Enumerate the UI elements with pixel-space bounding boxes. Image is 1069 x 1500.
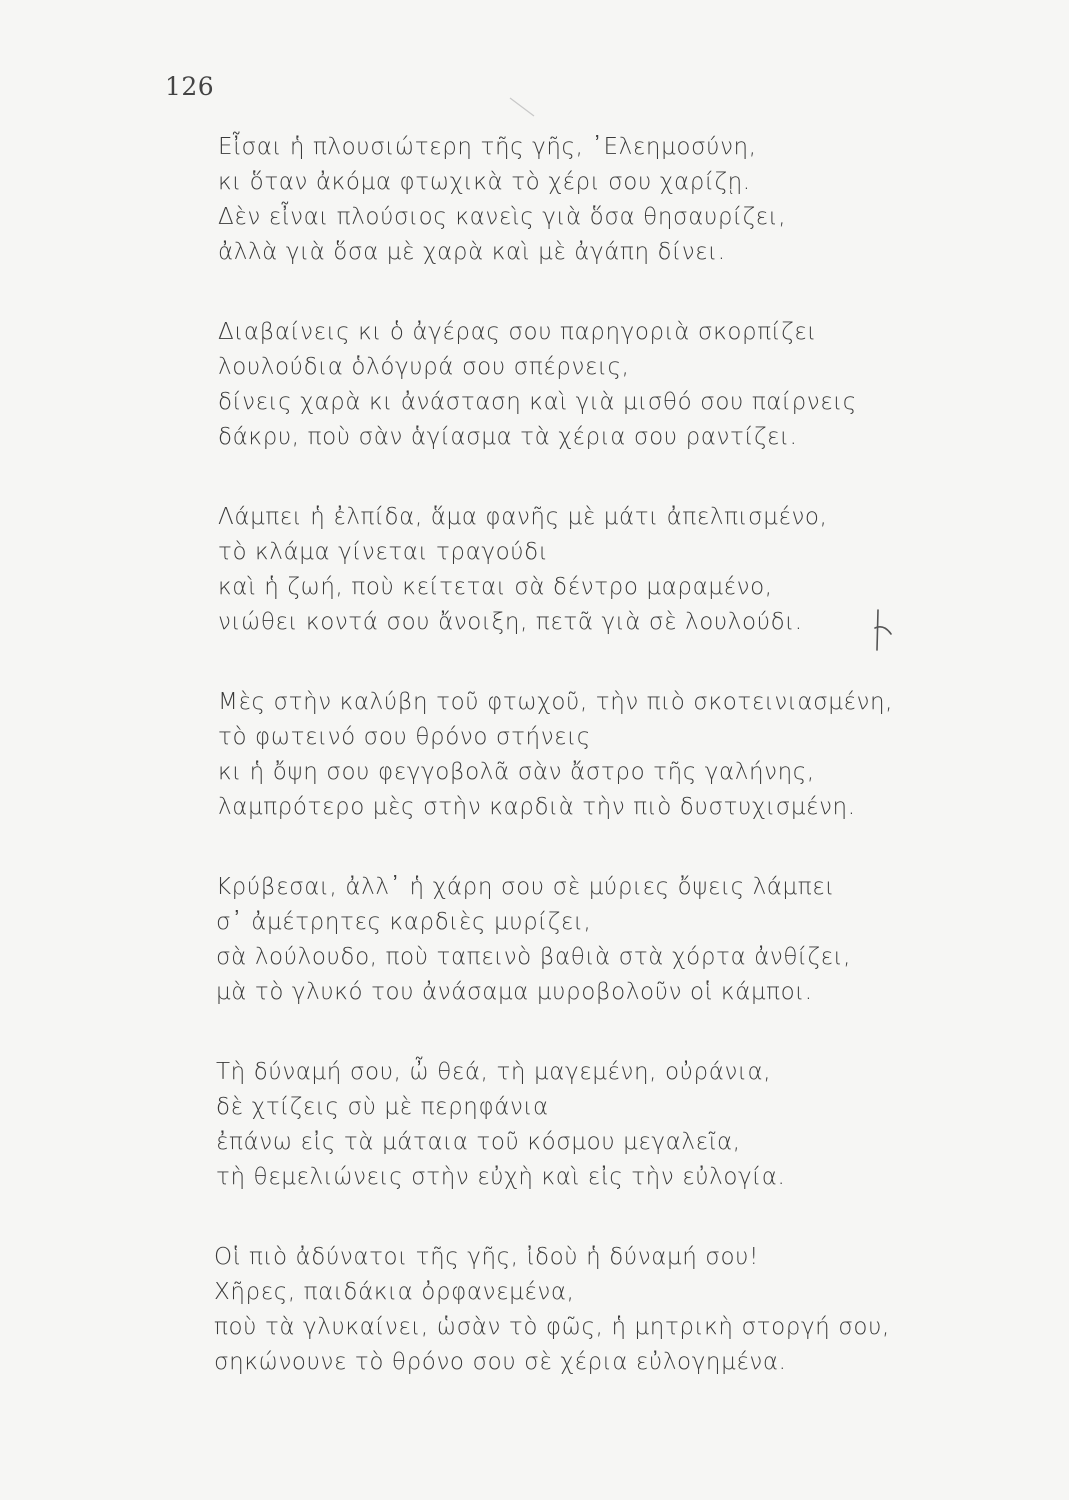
poem-line: δίνεις χαρὰ κι ἀνάσταση καὶ γιὰ μισθό σου παίρνεις [218,389,857,415]
poem-line: λουλούδια ὁλόγυρά σου σπέρνεις, [218,354,630,380]
poem-line: τὸ φωτεινό σου θρόνο στήνεις [218,724,591,750]
poem-line: κι ὅταν ἀκόμα φτωχικὰ τὸ χέρι σου χαρίζῃ. [218,169,751,195]
poem-line: καὶ ἡ ζωή, ποὺ κείτεται σὰ δέντρο μαραμένο, [218,574,773,600]
poem-line: Εἶσαι ἡ πλουσιώτερη τῆς γῆς, ᾿Ελεημοσύνη, [218,134,757,160]
poem [214,130,1018,1425]
poem-line: τὸ κλάμα γίνεται τραγούδι [218,539,549,565]
handwritten-mark [872,606,894,652]
poem-line: ἀλλὰ γιὰ ὅσα μὲ χαρὰ καὶ μὲ ἀγάπη δίνει. [218,239,726,265]
poem-line: Μὲς στὴν καλύβη τοῦ φτωχοῦ, τὴν πιὸ σκοτεινιασμένη, [218,689,894,715]
page-number: 126 [165,72,215,101]
stanza-6 [216,1055,1018,1195]
stanza-1 [218,130,1018,270]
poem-line: νιώθει κοντά σου ἄνοιξη, πετᾶ γιὰ σὲ λουλούδι. [218,609,803,635]
stanza-5 [216,870,1018,1010]
poem-line: τὴ θεμελιώνεις στὴν εὐχὴ καὶ εἰς τὴν εὐλογία. [216,1164,786,1190]
poem-line: κι ἡ ὄψη σου φεγγοβολᾶ σὰν ἄστρο τῆς γαλήνης, [218,759,815,785]
poem-line: δὲ χτίζεις σὺ μὲ περηφάνια [216,1094,549,1120]
poem-line: Διαβαίνεις κι ὁ ἀγέρας σου παρηγοριὰ σκορπίζει [218,319,817,345]
poem-line: Οἱ πιὸ ἀδύνατοι τῆς γῆς, ἰδοὺ ἡ δύναμή σου! [214,1244,759,1270]
poem-line: Δὲν εἶναι πλούσιος κανεὶς γιὰ ὅσα θησαυρίζει, [218,204,787,230]
stanza-3 [218,500,1018,640]
poem-line: Χῆρες, παιδάκια ὀρφανεμένα, [214,1279,575,1305]
poem-line: μὰ τὸ γλυκό του ἀνάσαμα μυροβολοῦν οἱ κάμποι. [216,979,813,1005]
poem-line: σηκώνουνε τὸ θρόνο σου σὲ χέρια εὐλογημένα. [214,1349,787,1375]
poem-line: Τὴ δύναμή σου, ὦ θεά, τὴ μαγεμένη, οὐράνια, [216,1059,772,1085]
poem-line: δάκρυ, ποὺ σὰν ἁγίασμα τὰ χέρια σου ραντίζει. [218,424,798,450]
poem-line: Λάμπει ἡ ἐλπίδα, ἅμα φανῆς μὲ μάτι ἀπελπισμένο, [218,504,828,530]
stanza-7 [214,1240,1018,1380]
poem-line: ποὺ τὰ γλυκαίνει, ὡσὰν τὸ φῶς, ἡ μητρικὴ στοργή σου, [214,1314,890,1340]
poem-line: Κρύβεσαι, ἀλλ᾿ ἡ χάρη σου σὲ μύριες ὄψεις λάμπει [216,874,835,900]
stanza-2 [218,315,1018,455]
poem-line: λαμπρότερο μὲς στὴν καρδιὰ τὴν πιὸ δυστυχισμένη. [218,794,856,820]
scan-mark [508,96,538,118]
poem-line: ἐπάνω εἰς τὰ μάταια τοῦ κόσμου μεγαλεῖα, [216,1129,741,1155]
poem-line: σ᾿ ἀμέτρητες καρδιὲς μυρίζει, [216,909,592,935]
stanza-4 [218,685,1018,825]
poem-line: σὰ λούλουδο, ποὺ ταπεινὸ βαθιὰ στὰ χόρτα ἀνθίζει, [216,944,852,970]
